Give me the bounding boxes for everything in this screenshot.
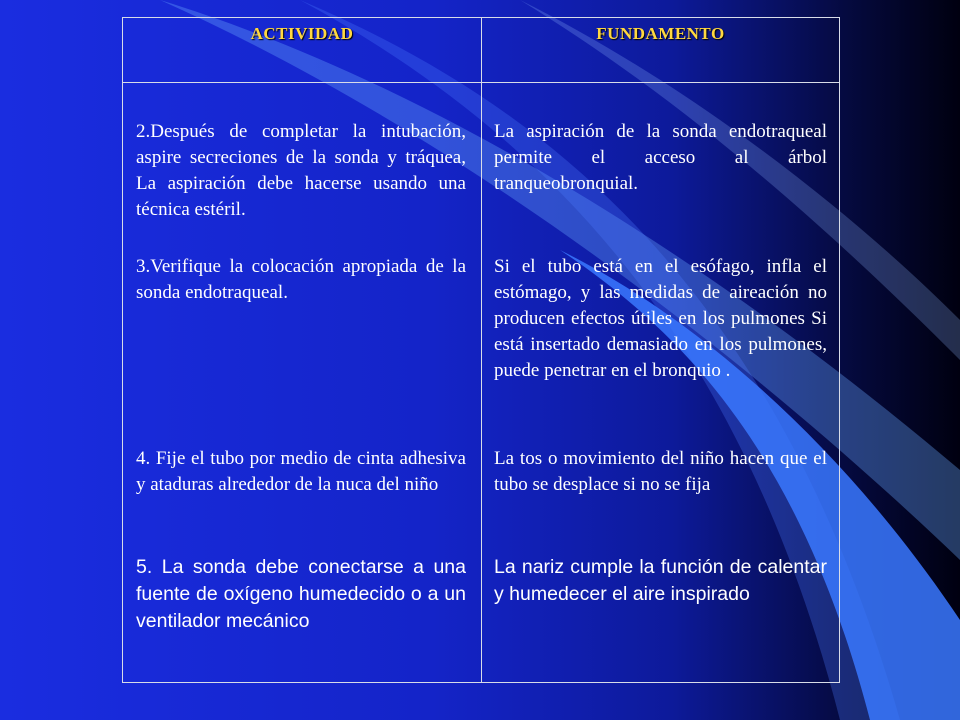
header-activity: ACTIVIDAD xyxy=(250,24,354,43)
activity-cell-5: 5. La sonda debe conectarse a una fuente de oxígeno humedecido o a un ventilador mecánico xyxy=(136,556,466,632)
column-divider xyxy=(481,18,482,682)
activity-cell-2: 2.Después de completar la intubación, aspire secreciones de la sonda y tráquea, La aspiración debe hacerse usando una técnica estéril. xyxy=(136,121,466,220)
header-divider xyxy=(123,82,839,83)
activity-rationale-table xyxy=(122,17,840,683)
rationale-cell-3: Si el tubo está en el esófago, infla el estómago, y las medidas de aireación no producen efectos útiles en los pulmones Si está insertado demasiado en los pulmones, puede penetrar en el bronquio . xyxy=(494,256,827,381)
rationale-cell-4: La tos o movimiento del niño hacen que el tubo se desplace si no se fija xyxy=(494,448,827,495)
rationale-cell-2: La aspiración de la sonda endotraqueal permite el acceso al árbol tranqueobronquial. xyxy=(494,121,827,194)
rationale-cell-5: La nariz cumple la función de calentar y humedecer el aire inspirado xyxy=(494,556,827,605)
header-rationale: FUNDAMENTO xyxy=(596,24,725,43)
activity-cell-4: 4. Fije el tubo por medio de cinta adhesiva y ataduras alrededor de la nuca del niño xyxy=(136,448,466,495)
activity-cell-3: 3.Verifique la colocación apropiada de la sonda endotraqueal. xyxy=(136,256,466,303)
